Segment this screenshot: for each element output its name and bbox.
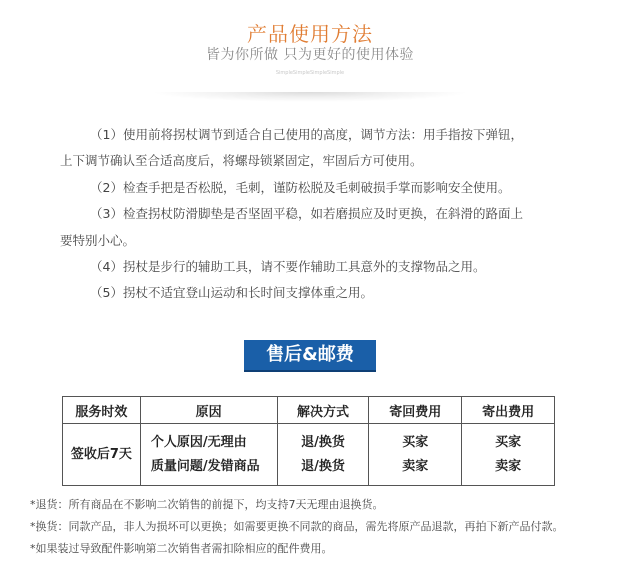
reason-text: 个人原因/无理由 bbox=[150, 434, 247, 450]
page-subtitle: 皆为你所做 只为更好的使用体验 bbox=[206, 47, 414, 63]
solution-cell bbox=[277, 424, 369, 486]
usage-instructions bbox=[60, 122, 580, 307]
policy-notes bbox=[30, 494, 610, 560]
column-header: 寄回费用 bbox=[369, 397, 462, 424]
instruction-line: （5）拐杖不适宜登山运动和长时间支撑体重之用。 bbox=[90, 285, 373, 301]
reason-text: 质量问题/发错商品 bbox=[150, 458, 260, 474]
service-period-cell: 签收后7天 bbox=[63, 424, 141, 486]
solution-text: 退/换货 bbox=[301, 434, 345, 450]
after-sales-table bbox=[62, 396, 555, 486]
note-line: *如果装过导致配件影响第二次销售者需扣除相应的配件费用。 bbox=[30, 542, 333, 555]
note-line: *退货：所有商品在不影响二次销售的前提下，均支持7天无理由退换货。 bbox=[30, 498, 384, 511]
table-row bbox=[63, 424, 555, 486]
column-header: 解决方式 bbox=[277, 397, 369, 424]
send-fee-cell bbox=[462, 424, 555, 486]
return-fee-text: 卖家 bbox=[402, 458, 429, 474]
column-header: 原因 bbox=[140, 397, 277, 424]
page-header bbox=[0, 0, 620, 110]
column-header: 服务时效 bbox=[63, 397, 141, 424]
after-sales-banner: 售后&邮费 bbox=[244, 340, 376, 370]
instruction-line: （4）拐杖是步行的辅助工具，请不要作辅助工具意外的支撑物品之用。 bbox=[90, 259, 486, 275]
decorative-caption: SimpleSimpleSimpleSimple bbox=[275, 70, 345, 76]
note-line: *换货：同款产品，非人为损坏可以更换；如需要更换不同款的商品，需先将原产品退款，再拍下新产品付款。 bbox=[30, 520, 564, 533]
column-header: 寄出费用 bbox=[462, 397, 555, 424]
page-title: 产品使用方法 bbox=[247, 22, 373, 46]
instruction-line: （1）使用前将拐杖调节到适合自己使用的高度，调节方法：用手指按下弹钮， bbox=[90, 127, 523, 142]
reason-cell bbox=[140, 424, 277, 486]
return-fee-cell bbox=[369, 424, 462, 486]
send-fee-text: 卖家 bbox=[495, 458, 522, 474]
instruction-line: 上下调节确认至合适高度后，将螺母锁紧固定，牢固后方可使用。 bbox=[60, 153, 423, 169]
instruction-line: （3）检查拐杖防滑脚垫是否坚固平稳，如若磨损应及时更换，在斜滑的路面上 bbox=[90, 206, 523, 222]
table-header-row bbox=[63, 397, 555, 424]
solution-text: 退/换货 bbox=[301, 458, 345, 474]
instruction-line: 要特别小心。 bbox=[60, 232, 136, 248]
send-fee-text: 买家 bbox=[495, 434, 522, 450]
header-divider bbox=[150, 92, 470, 102]
return-fee-text: 买家 bbox=[402, 434, 429, 450]
instruction-line: （2）检查手把是否松脱，毛刺，谨防松脱及毛刺破损手掌而影响安全使用。 bbox=[90, 179, 511, 195]
